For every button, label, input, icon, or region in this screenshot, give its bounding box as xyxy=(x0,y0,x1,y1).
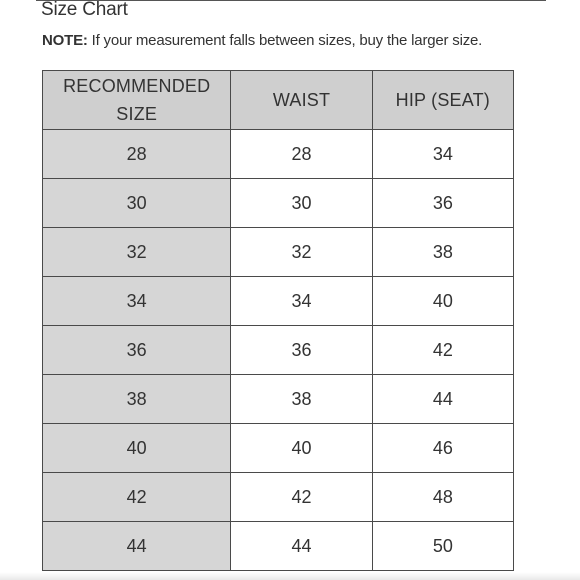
table-row xyxy=(43,326,514,375)
size-cell: 32 xyxy=(43,228,231,277)
size-cell: 36 xyxy=(43,326,231,375)
size-table xyxy=(42,70,514,571)
table-row xyxy=(43,522,514,571)
size-cell: 40 xyxy=(43,424,231,473)
hip-cell: 50 xyxy=(372,522,513,571)
table-row xyxy=(43,277,514,326)
page-title: Size Chart xyxy=(41,0,128,20)
table-header-row xyxy=(43,71,514,130)
bottom-fade xyxy=(0,572,580,580)
hip-cell: 36 xyxy=(372,179,513,228)
hip-cell: 34 xyxy=(372,130,513,179)
header-recommended-size: RECOMMENDED SIZE xyxy=(43,71,231,130)
table-row xyxy=(43,130,514,179)
size-cell: 42 xyxy=(43,473,231,522)
waist-cell: 30 xyxy=(231,179,372,228)
size-cell: 28 xyxy=(43,130,231,179)
table-row xyxy=(43,228,514,277)
waist-cell: 36 xyxy=(231,326,372,375)
waist-cell: 38 xyxy=(231,375,372,424)
table-row xyxy=(43,424,514,473)
waist-cell: 40 xyxy=(231,424,372,473)
table-row xyxy=(43,473,514,522)
waist-cell: 32 xyxy=(231,228,372,277)
hip-cell: 38 xyxy=(372,228,513,277)
hip-cell: 40 xyxy=(372,277,513,326)
note-text: If your measurement falls between sizes, buy the larger size. xyxy=(87,32,483,49)
hip-cell: 48 xyxy=(372,473,513,522)
waist-cell: 42 xyxy=(231,473,372,522)
header-hip-seat: HIP (SEAT) xyxy=(372,71,513,130)
size-note xyxy=(42,31,482,51)
header-waist: WAIST xyxy=(231,71,372,130)
waist-cell: 28 xyxy=(231,130,372,179)
note-label: NOTE: xyxy=(42,32,88,49)
waist-cell: 44 xyxy=(231,522,372,571)
size-cell: 34 xyxy=(43,277,231,326)
size-cell: 44 xyxy=(43,522,231,571)
hip-cell: 42 xyxy=(372,326,513,375)
table-row xyxy=(43,375,514,424)
size-cell: 38 xyxy=(43,375,231,424)
hip-cell: 46 xyxy=(372,424,513,473)
size-cell: 30 xyxy=(43,179,231,228)
waist-cell: 34 xyxy=(231,277,372,326)
table-row xyxy=(43,179,514,228)
hip-cell: 44 xyxy=(372,375,513,424)
